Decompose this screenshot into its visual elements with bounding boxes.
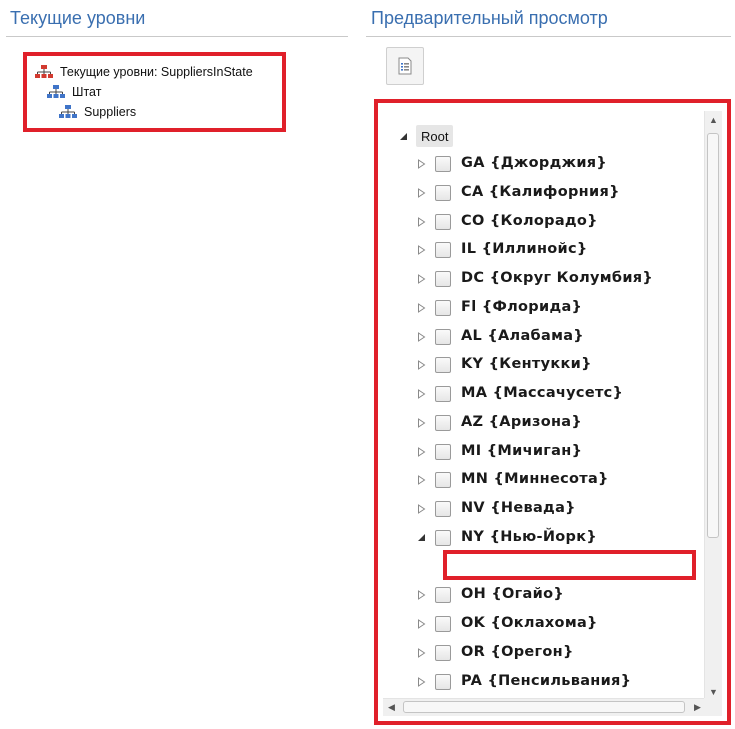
- node-checkbox[interactable]: [435, 674, 451, 690]
- scroll-down-arrow-icon[interactable]: ▼: [709, 686, 718, 697]
- level-item-suppliers[interactable]: [58, 102, 136, 122]
- node-label: KY {Кентукки}: [461, 356, 592, 373]
- expand-arrow-icon[interactable]: [416, 217, 426, 227]
- hierarchy-blue-icon: [46, 84, 66, 100]
- tree-node-row[interactable]: [378, 610, 698, 638]
- tree-node-row[interactable]: [378, 438, 698, 466]
- node-checkbox[interactable]: [435, 329, 451, 345]
- scroll-right-arrow-icon[interactable]: ▶: [694, 702, 701, 712]
- node-label: GA {Джорджия}: [461, 155, 608, 171]
- node-checkbox[interactable]: [435, 386, 451, 402]
- tree-node-row[interactable]: [378, 639, 698, 667]
- node-label: Fl {Флорида}: [461, 298, 583, 315]
- expand-arrow-icon[interactable]: [416, 303, 426, 313]
- node-label: CO {Колорадо}: [461, 212, 598, 229]
- horizontal-scroll-thumb[interactable]: [403, 701, 685, 713]
- current-levels-panel: [23, 52, 286, 132]
- tree-node-row[interactable]: [378, 150, 698, 178]
- node-checkbox[interactable]: [435, 501, 451, 517]
- expand-arrow-icon[interactable]: [416, 188, 426, 198]
- collapse-arrow-icon[interactable]: [398, 131, 408, 141]
- level-label: Текущие уровни: SuppliersInState: [60, 65, 253, 79]
- tree-node-row[interactable]: [378, 466, 698, 494]
- expand-arrow-icon[interactable]: [416, 619, 426, 629]
- level-item-state[interactable]: [46, 82, 101, 102]
- node-checkbox[interactable]: [435, 444, 451, 460]
- preview-title: Предварительный просмотр: [371, 8, 608, 28]
- vertical-scroll-thumb[interactable]: [707, 133, 719, 538]
- node-checkbox[interactable]: [435, 271, 451, 287]
- node-label: IL {Иллинойс}: [461, 241, 588, 258]
- preview-refresh-button[interactable]: [386, 47, 424, 85]
- expand-arrow-icon[interactable]: [416, 648, 426, 658]
- node-label: NY {Нью-Йорк}: [461, 528, 597, 545]
- tree-root-node[interactable]: Root: [416, 125, 453, 147]
- node-checkbox[interactable]: [435, 530, 451, 546]
- tree-node-row[interactable]: [378, 524, 698, 552]
- node-checkbox[interactable]: [435, 300, 451, 316]
- horizontal-scrollbar[interactable]: [383, 698, 706, 716]
- node-checkbox[interactable]: [435, 616, 451, 632]
- tree-node-row[interactable]: [378, 668, 698, 696]
- expand-arrow-icon[interactable]: [416, 245, 426, 255]
- node-checkbox[interactable]: [435, 357, 451, 373]
- document-list-icon: [397, 57, 413, 75]
- node-label: OR {Орегон}: [461, 643, 574, 660]
- hierarchy-red-icon: [34, 64, 54, 80]
- node-label: PA {Пенсильвания}: [461, 672, 632, 689]
- tree-node-row[interactable]: [378, 323, 698, 351]
- tree-node-row[interactable]: [378, 380, 698, 408]
- node-checkbox[interactable]: [435, 242, 451, 258]
- node-label: MA {Массачусетс}: [461, 385, 624, 401]
- tree-node-row[interactable]: [378, 409, 698, 437]
- expand-arrow-icon[interactable]: [416, 332, 426, 342]
- right-title-divider: [366, 36, 731, 37]
- tree-node-row[interactable]: [378, 581, 698, 609]
- expand-arrow-icon[interactable]: [416, 360, 426, 370]
- node-label: OH {Огайо}: [461, 586, 564, 603]
- node-label: MI {Мичиган}: [461, 442, 583, 459]
- hierarchy-blue-icon: [58, 104, 78, 120]
- scroll-up-arrow-icon[interactable]: ▲: [709, 114, 718, 125]
- node-label: CA {Калифорния}: [461, 183, 620, 200]
- node-checkbox[interactable]: [435, 415, 451, 431]
- level-label: Suppliers: [84, 105, 137, 119]
- node-checkbox[interactable]: [435, 185, 451, 201]
- tree-node-row[interactable]: [378, 208, 698, 236]
- left-title-divider: [6, 36, 348, 37]
- expand-arrow-icon[interactable]: [416, 677, 426, 687]
- expand-arrow-icon[interactable]: [416, 389, 426, 399]
- tree-node-row[interactable]: [378, 351, 698, 379]
- node-label: DC {Округ Колумбия}: [461, 270, 654, 286]
- node-checkbox[interactable]: [435, 587, 451, 603]
- expand-arrow-icon[interactable]: [416, 159, 426, 169]
- scroll-left-arrow-icon[interactable]: ◀: [388, 702, 395, 712]
- tree-node-row[interactable]: [378, 294, 698, 322]
- tree-node-row[interactable]: [378, 236, 698, 264]
- node-checkbox[interactable]: [435, 645, 451, 661]
- node-label: OK {Оклахома}: [461, 615, 598, 631]
- node-label: NV {Невада}: [461, 500, 576, 516]
- selected-child-highlight: [443, 550, 696, 580]
- expand-arrow-icon[interactable]: [416, 447, 426, 457]
- tree-node-row[interactable]: [378, 265, 698, 293]
- expand-arrow-icon[interactable]: [416, 590, 426, 600]
- node-checkbox[interactable]: [435, 156, 451, 172]
- expand-arrow-icon[interactable]: [416, 504, 426, 514]
- level-label: Штат: [72, 85, 102, 99]
- node-label: MN {Миннесота}: [461, 471, 609, 488]
- level-item-root[interactable]: [34, 62, 253, 82]
- expand-arrow-icon[interactable]: [416, 418, 426, 428]
- node-label: AL {Алабама}: [461, 327, 584, 344]
- node-checkbox[interactable]: [435, 214, 451, 230]
- tree-node-row[interactable]: [378, 179, 698, 207]
- scrollbar-corner: [704, 698, 722, 716]
- current-levels-title: Текущие уровни: [10, 8, 146, 28]
- expand-arrow-icon[interactable]: [416, 475, 426, 485]
- tree-node-row[interactable]: [378, 495, 698, 523]
- vertical-scrollbar[interactable]: [704, 111, 722, 700]
- preview-tree-panel: [374, 99, 731, 725]
- collapse-arrow-icon[interactable]: [416, 533, 426, 543]
- node-label: AZ {Аризона}: [461, 413, 582, 430]
- expand-arrow-icon[interactable]: [416, 274, 426, 284]
- node-checkbox[interactable]: [435, 472, 451, 488]
